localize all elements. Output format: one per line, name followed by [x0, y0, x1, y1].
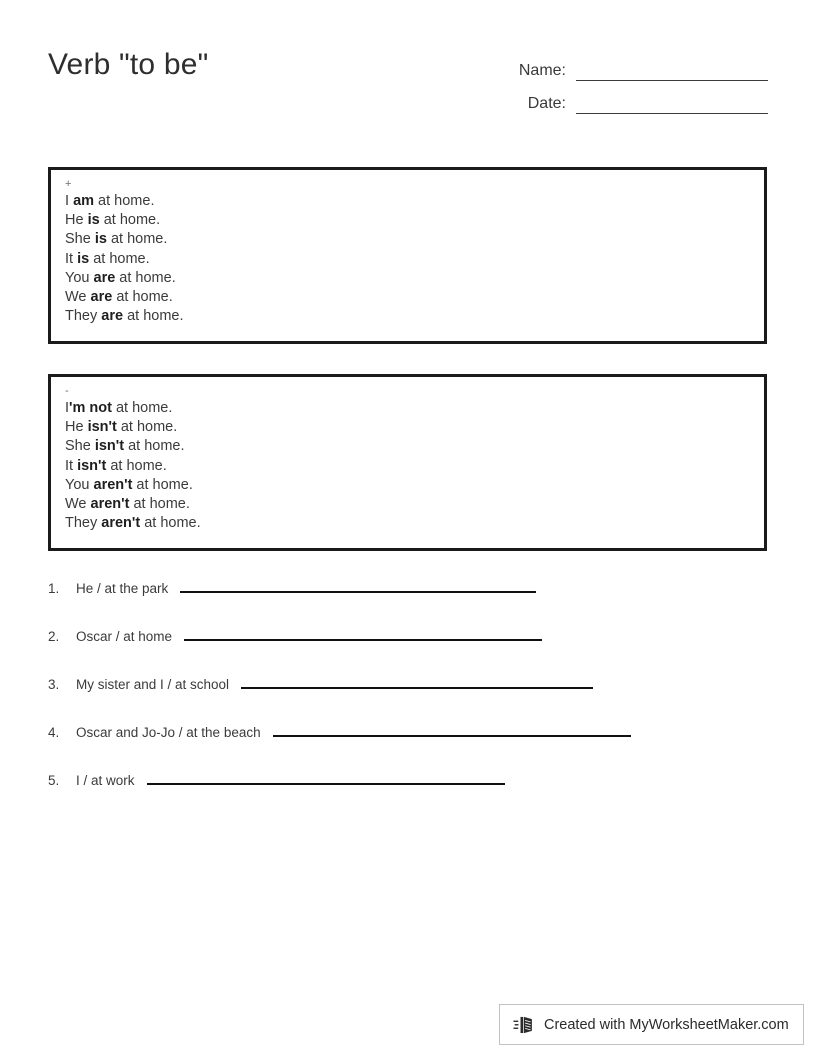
exercise-number: 1. — [48, 581, 60, 596]
example-box-negative — [48, 374, 767, 551]
example-sentence — [65, 211, 764, 230]
sentence-verb-form: isn't — [94, 438, 125, 455]
sentence-subject: We — [65, 289, 91, 306]
name-input-line[interactable] — [576, 60, 768, 81]
exercise-number: 5. — [48, 773, 60, 788]
sentence-predicate: at home. — [89, 250, 150, 267]
sentence-verb-form: are — [93, 269, 116, 286]
sentence-verb-form: isn't — [87, 419, 117, 436]
sentence-verb-form: am — [73, 193, 95, 209]
sentence-verb-form: aren't — [90, 496, 130, 513]
negative-sign-label: - — [65, 385, 69, 397]
sentence-verb-form: are — [101, 308, 124, 325]
name-field-label: Name: — [518, 62, 566, 79]
example-box-positive — [48, 167, 767, 344]
example-sentence — [65, 269, 764, 288]
sentence-predicate: at home. — [106, 457, 167, 474]
example-box-negative-content — [51, 377, 764, 533]
sentence-subject: She — [65, 231, 95, 248]
created-with-badge-label: Created with MyWorksheetMaker.com — [544, 1016, 789, 1033]
exercise-item — [0, 626, 816, 674]
exercise-list — [0, 578, 816, 818]
exercise-answer-line[interactable] — [147, 770, 505, 785]
name-field-row — [478, 48, 768, 81]
sentence-subject: She — [65, 438, 95, 455]
example-sentence — [65, 399, 764, 418]
exercise-item — [0, 674, 816, 722]
negative-sentence-list — [65, 399, 764, 533]
example-sentence — [65, 495, 764, 514]
student-info-fields — [478, 48, 768, 114]
sentence-verb-form: is — [94, 231, 107, 248]
example-sentence — [65, 288, 764, 307]
sentence-subject: I — [65, 193, 74, 209]
sentence-predicate: at home. — [99, 212, 161, 229]
exercise-prompt: Oscar / at home — [76, 629, 173, 644]
sentence-predicate: at home. — [116, 419, 178, 436]
sentence-verb-form: are — [90, 289, 113, 306]
sentence-verb-form: isn't — [77, 457, 107, 474]
positive-sign-label: + — [65, 178, 72, 190]
sentence-predicate: at home. — [106, 231, 168, 248]
sentence-verb-form: 'm not — [69, 400, 112, 416]
exercise-answer-line[interactable] — [184, 626, 542, 641]
example-box-positive-content — [51, 170, 764, 326]
page-title: Verb "to be" — [48, 48, 209, 81]
sentence-verb-form: aren't — [93, 476, 133, 493]
sentence-verb-form: is — [87, 212, 100, 229]
positive-sentence-list — [65, 192, 764, 326]
exercise-number: 4. — [48, 725, 60, 740]
exercise-answer-line[interactable] — [241, 674, 593, 689]
sentence-subject: You — [65, 269, 94, 286]
exercise-prompt: Oscar and Jo-Jo / at the beach — [76, 725, 261, 740]
exercise-answer-line[interactable] — [273, 722, 631, 737]
sentence-subject: It — [65, 250, 78, 267]
sentence-predicate: at home. — [132, 476, 193, 493]
example-sentence — [65, 250, 764, 269]
example-sentence — [65, 476, 764, 495]
sentence-predicate: at home. — [129, 496, 190, 513]
created-with-badge[interactable] — [499, 1004, 804, 1045]
example-sentence — [65, 307, 764, 326]
sentence-subject: He — [65, 419, 88, 436]
sentence-predicate: at home. — [115, 269, 176, 286]
example-sentence — [65, 457, 764, 476]
sentence-subject: I — [65, 400, 70, 416]
sentence-predicate: at home. — [124, 438, 185, 455]
worksheet-header — [0, 40, 816, 130]
sentence-subject: We — [65, 496, 91, 513]
example-sentence — [65, 230, 764, 249]
exercise-item — [0, 722, 816, 770]
date-input-line[interactable] — [576, 93, 768, 114]
exercise-prompt: I / at work — [76, 773, 135, 788]
example-sentence — [65, 514, 764, 533]
example-sentence — [65, 418, 764, 437]
sentence-predicate: at home. — [111, 400, 173, 416]
exercise-number: 2. — [48, 629, 60, 644]
worksheet-maker-logo-icon — [513, 1014, 535, 1036]
sentence-predicate: at home. — [112, 289, 173, 306]
sentence-subject: They — [65, 308, 102, 325]
exercise-answer-line[interactable] — [180, 578, 536, 593]
sentence-predicate: at home. — [123, 308, 184, 325]
sentence-verb-form: aren't — [101, 515, 141, 532]
exercise-item — [0, 578, 816, 626]
sentence-predicate: at home. — [94, 193, 155, 209]
exercise-item — [0, 770, 816, 818]
example-sentence — [65, 437, 764, 456]
sentence-predicate: at home. — [140, 515, 201, 532]
sentence-subject: It — [65, 457, 78, 474]
sentence-subject: They — [65, 515, 102, 532]
exercise-number: 3. — [48, 677, 60, 692]
sentence-subject: You — [65, 476, 94, 493]
exercise-prompt: My sister and I / at school — [76, 677, 230, 692]
exercise-prompt: He / at the park — [76, 581, 169, 596]
date-field-label: Date: — [527, 95, 566, 112]
sentence-subject: He — [65, 212, 88, 229]
example-sentence — [65, 192, 764, 211]
sentence-verb-form: is — [77, 250, 90, 267]
date-field-row — [478, 81, 768, 114]
